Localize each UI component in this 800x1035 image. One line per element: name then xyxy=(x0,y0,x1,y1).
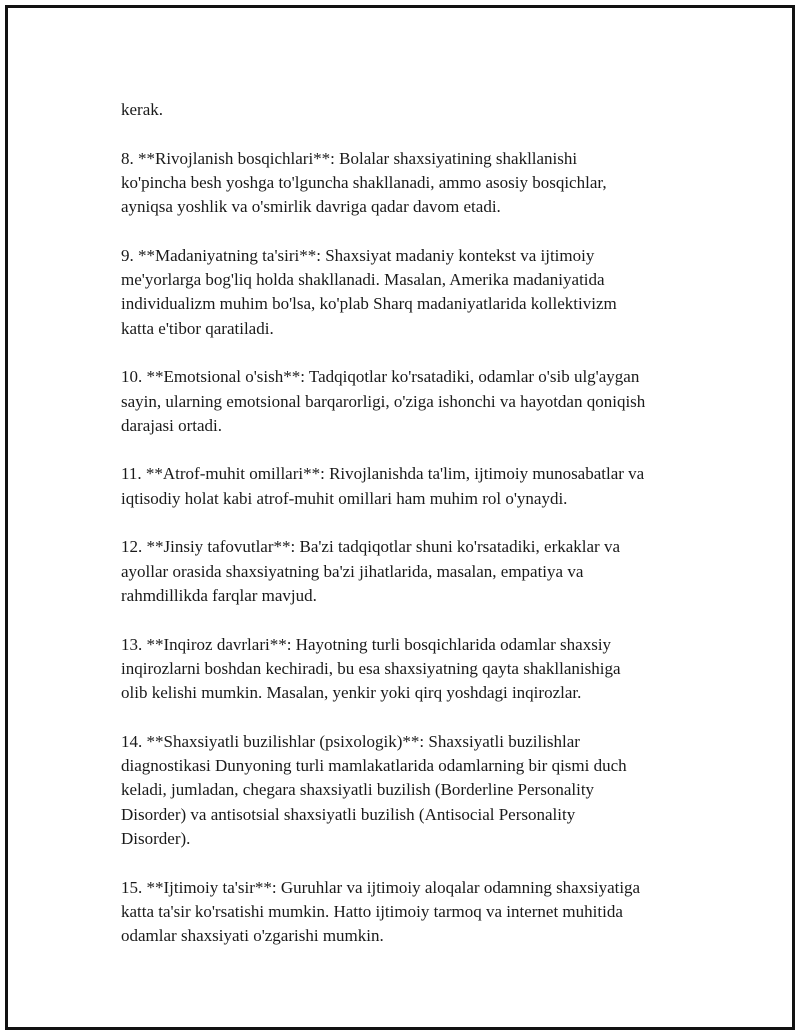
paragraph-item-10: 10. **Emotsional o'sish**: Tadqiqotlar ko'rsatadiki, odamlar o'sib ulg'aygan sayin, ularning emotsional barqarorligi, o'ziga ishonchi va hayotdan qoniqish darajasi ortadi. xyxy=(121,367,646,435)
paragraph-item-12: 12. **Jinsiy tafovutlar**: Ba'zi tadqiqotlar shuni ko'rsatadiki, erkaklar va ayollar orasida shaxsiyatning ba'zi jihatlarida, masalan, empatiya va rahmdillikda farqlar mavjud. xyxy=(121,537,621,605)
paragraph-item-14: 14. **Shaxsiyatli buzilishlar (psixologik)**: Shaxsiyatli buzilishlar diagnostikasi Dunyoning turli mamlakatlarida odamlarning bir qismi duch keladi, jumladan, chegara shaxsiyatli buzilish (Borderline Personality Disorder) va antisotsial shaxsiyatli buzilish (Antisocial Personality Disorder). xyxy=(121,731,627,848)
paragraph-item-11: 11. **Atrof-muhit omillari**: Rivojlanishda ta'lim, ijtimoiy munosabatlar va iqtisodiy holat kabi atrof-muhit omillari ham muhim rol o'ynaydi. xyxy=(121,464,645,508)
paragraph-item-13: 13. **Inqiroz davrlari**: Hayotning turli bosqichlarida odamlar shaxsiy inqirozlarni boshdan kechiradi, bu esa shaxsiyatning qayta shakllanishiga olib kelishi mumkin. Masalan, yenkir yoki qirq yoshdagi inqirozlar. xyxy=(121,634,621,703)
paragraph-continuation: kerak. xyxy=(121,100,164,119)
paragraph-item-9: 9. **Madaniyatning ta'siri**: Shaxsiyat madaniy kontekst va ijtimoiy me'yorlarga bog'liq holda shakllanadi. Masalan, Amerika madaniyatida individualizm muhim bo'lsa, ko'plab Sharq madaniyatlarida kollektivizm katta e'tibor qaratiladi. xyxy=(121,245,617,338)
paragraph-item-15: 15. **Ijtimoiy ta'sir**: Guruhlar va ijtimoiy aloqalar odamning shaxsiyatiga katta ta'sir ko'rsatishi mumkin. Hatto ijtimoiy tarmoq va internet muhitida odamlar shaxsiyati o'zgarishi mumkin. xyxy=(121,877,641,946)
page-frame xyxy=(5,5,795,1030)
document-body xyxy=(121,98,721,973)
paragraph-item-8: 8. **Rivojlanish bosqichlari**: Bolalar shaxsiyatining shakllanishi ko'pincha besh yoshga to'lguncha shakllanadi, ammo asosiy bosqichlar, ayniqsa yoshlik va o'smirlik davriga qadar davom etadi. xyxy=(121,148,607,217)
